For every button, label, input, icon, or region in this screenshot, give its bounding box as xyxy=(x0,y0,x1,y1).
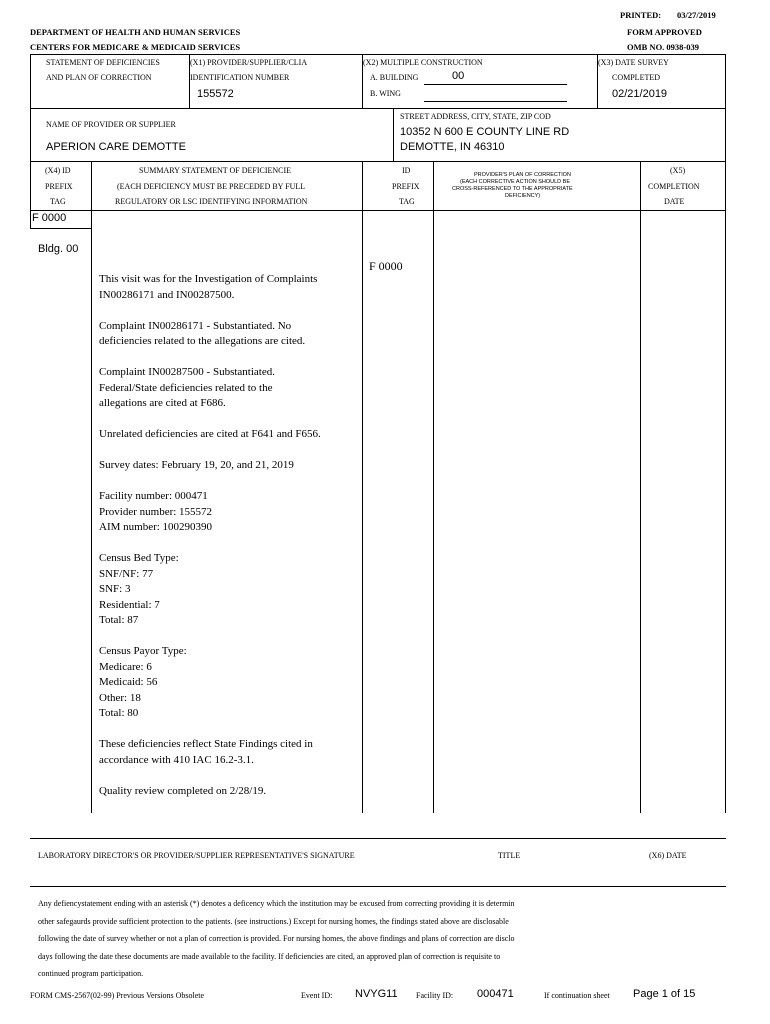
disclaimer-line: days following the date these documents are made available to the facility. If deficiencies are cited, an approved plan of correction is requisite to xyxy=(38,951,501,961)
x5-header-2: COMPLETION xyxy=(648,182,700,191)
plan-header-4: DEFICIENCY) xyxy=(505,193,541,199)
summary-header-1: SUMMARY STATEMENT OF DEFICIENCIE xyxy=(139,166,292,175)
x4-header-3: TAG xyxy=(50,197,66,206)
summary-line: Survey dates: February 19, 20, and 21, 2019 xyxy=(99,459,294,471)
plan-header-1: PROVIDER'S PLAN OF CORRECTION xyxy=(474,172,572,178)
summary-paragraph xyxy=(99,272,361,303)
summary-paragraph xyxy=(99,737,361,768)
x5-header-3: DATE xyxy=(664,197,685,206)
page-number: Page 1 of 15 xyxy=(633,988,696,1000)
omb-number: OMB NO. 0938-039 xyxy=(627,42,700,52)
summary-paragraph xyxy=(99,365,361,412)
summary-header-2: (EACH DEFICIENCY MUST BE PRECEDED BY FULL xyxy=(117,182,306,191)
summary-paragraph xyxy=(99,319,361,350)
summary-paragraph xyxy=(99,427,361,443)
printed-date: 03/27/2019 xyxy=(677,10,716,20)
summary-line: SNF: 3 xyxy=(99,583,131,595)
disclaimer-line: Any defiencystatement ending with an asterisk (*) denotes a deficency which the institution may be excused from correcting providing it is determin xyxy=(38,899,515,908)
disclaimer xyxy=(38,895,728,983)
id-header-1: ID xyxy=(402,166,411,175)
x5-header-1: (X5) xyxy=(670,166,686,175)
summary-line: This visit was for the Investigation of Complaints xyxy=(99,273,318,285)
summary-line: Total: 87 xyxy=(99,614,139,626)
summary-paragraph xyxy=(99,458,361,474)
facility-id-value: 000471 xyxy=(477,988,514,1000)
address-label: STREET ADDRESS, CITY, STATE, ZIP COD xyxy=(400,112,551,121)
provider-id-value: 155572 xyxy=(197,88,234,100)
disclaimer-line: continued program participation. xyxy=(38,969,144,978)
summary-line: Census Bed Type: xyxy=(99,552,179,564)
id-header-3: TAG xyxy=(399,197,415,206)
plan-header-3: CROSS-REFERENCED TO THE APPROPRIATE xyxy=(452,186,573,192)
building-value: 00 xyxy=(452,70,465,82)
summary-paragraph xyxy=(99,644,361,722)
summary-line: Census Payor Type: xyxy=(99,645,187,657)
signature-label: LABORATORY DIRECTOR'S OR PROVIDER/SUPPLIER REPRESENTATIVE'S SIGNATURE xyxy=(38,851,355,860)
summary-line: AIM number: 100290390 xyxy=(99,521,213,533)
facility-id-label: Facility ID: xyxy=(416,991,454,1000)
summary-line: SNF/NF: 77 xyxy=(99,567,154,580)
x2-label: (X2) MULTIPLE CONSTRUCTION xyxy=(363,58,483,67)
summary-line: Unrelated deficiencies are cited at F641 and F656. xyxy=(99,428,321,440)
summary-statement xyxy=(99,272,361,815)
wing-label: B. WING xyxy=(370,89,401,98)
summary-line: Quality review completed on 2/28/19. xyxy=(99,784,267,797)
disclaimer-line: other safegaurds provide sufficient protection to the patients. (see instructions.) Except for nursing homes, the findings stated above are disclosable xyxy=(38,916,509,926)
summary-line: Facility number: 000471 xyxy=(99,490,208,502)
summary-line: Provider number: 155572 xyxy=(99,505,213,518)
summary-line: IN00286171 and IN00287500. xyxy=(99,288,235,301)
summary-line: deficiencies related to the allegations are cited. xyxy=(99,335,306,347)
summary-paragraph xyxy=(99,784,361,800)
id-header-2: PREFIX xyxy=(392,182,420,191)
summary-line: Total: 80 xyxy=(99,707,139,719)
summary-paragraph xyxy=(99,551,361,629)
summary-line: Medicaid: 56 xyxy=(99,676,158,688)
building-label: A. BUILDING xyxy=(370,73,419,82)
summary-line: Residential: 7 xyxy=(99,598,160,611)
summary-line: Other: 18 xyxy=(99,691,141,704)
x1-label-2: IDENTIFICATION NUMBER xyxy=(190,73,290,82)
plan-header-2: (EACH CORRECTIVE ACTION SHOULD BE xyxy=(460,179,571,185)
agency-centers: CENTERS FOR MEDICARE & MEDICAID SERVICES xyxy=(30,42,241,52)
prefix-tag: F 0000 xyxy=(32,212,67,224)
summary-header-3: REGULATORY OR LSC IDENTIFYING INFORMATION xyxy=(115,197,308,206)
event-id-value: NVYG11 xyxy=(355,988,398,1000)
x4-header-1: (X4) ID xyxy=(45,166,71,175)
survey-date-value: 02/21/2019 xyxy=(612,88,668,100)
statement-label-1: STATEMENT OF DEFICIENCIES xyxy=(46,58,160,67)
provider-name-label: NAME OF PROVIDER OR SUPPLIER xyxy=(46,120,176,129)
address-line-1: 10352 N 600 E COUNTY LINE RD xyxy=(400,126,570,138)
summary-line: Federal/State deficiencies related to the xyxy=(99,381,273,394)
agency-dept: DEPARTMENT OF HEALTH AND HUMAN SERVICES xyxy=(30,27,241,37)
statement-label-2: AND PLAN OF CORRECTION xyxy=(46,73,152,82)
summary-line: These deficiencies reflect State Findings cited in xyxy=(99,738,313,750)
form-approved: FORM APPROVED xyxy=(627,27,702,37)
address-line-2: DEMOTTE, IN 46310 xyxy=(400,141,505,153)
x3-label-1: (X3) DATE SURVEY xyxy=(598,58,669,67)
title-label: TITLE xyxy=(498,851,521,860)
id-prefix-tag: F 0000 xyxy=(369,259,403,273)
signature-date-label: (X6) DATE xyxy=(649,851,687,860)
summary-line: allegations are cited at F686. xyxy=(99,397,226,409)
printed-label: PRINTED: xyxy=(620,10,662,20)
building-tag: Bldg. 00 xyxy=(38,243,79,255)
summary-paragraph xyxy=(99,489,361,536)
x1-label-1: (X1) PROVIDER/SUPPLIER/CLIA xyxy=(190,58,308,67)
summary-line: Complaint IN00286171 - Substantiated. No xyxy=(99,319,292,332)
continuation-label: If continuation sheet xyxy=(544,991,610,1000)
event-id-label: Event ID: xyxy=(301,991,333,1000)
x4-header-2: PREFIX xyxy=(45,182,73,191)
summary-line: Medicare: 6 xyxy=(99,660,152,673)
summary-line: accordance with 410 IAC 16.2-3.1. xyxy=(99,753,254,766)
x3-label-2: COMPLETED xyxy=(612,73,660,82)
disclaimer-line: following the date of survey whether or not a plan of correction is provided. For nursing homes, the above findings and plans of correction are disclo xyxy=(38,934,515,943)
provider-name-value: APERION CARE DEMOTTE xyxy=(46,141,186,153)
summary-line: Complaint IN00287500 - Substantiated. xyxy=(99,366,275,378)
form-number: FORM CMS-2567(02-99) Previous Versions Obsolete xyxy=(30,991,205,1000)
